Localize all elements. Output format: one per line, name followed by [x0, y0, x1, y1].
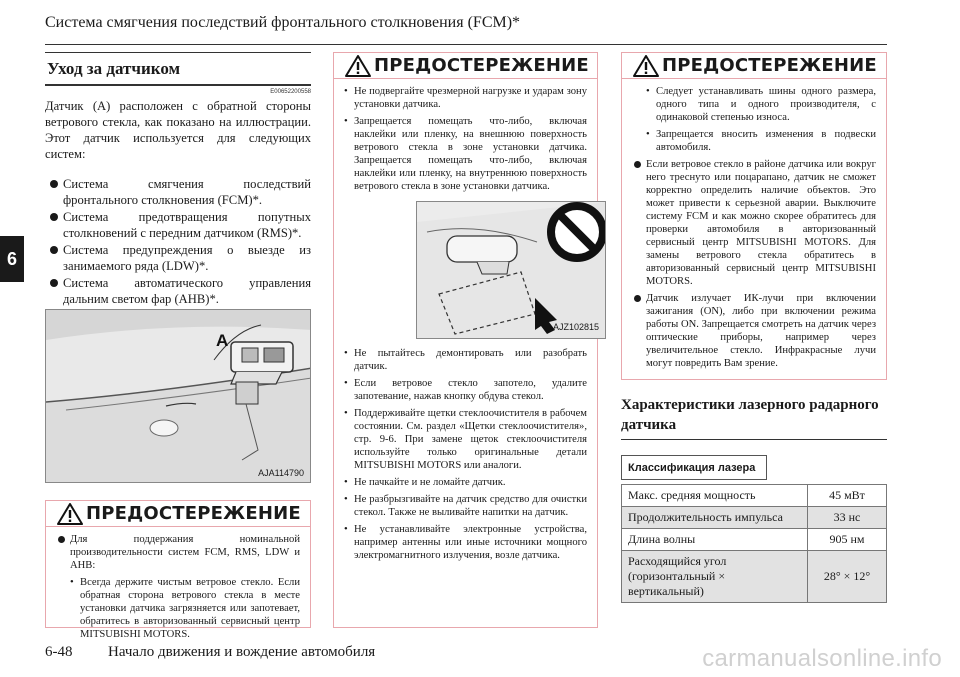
- header-rule: [45, 44, 887, 45]
- page-header-title: Система смягчения последствий фронтального столкновения (FCM)*: [45, 14, 521, 31]
- table-row: [622, 507, 887, 529]
- warning-item: Для поддержания номинальной производительности систем FCM, RMS, LDW и AHB:: [56, 533, 300, 572]
- table-row: [622, 529, 887, 551]
- sensor-location-illustration: [45, 309, 311, 483]
- page-number: 6-48: [45, 644, 73, 660]
- warning-title: ПРЕДОСТЕРЕЖЕНИЕ: [86, 503, 301, 524]
- warning-box-maintenance: [45, 500, 311, 640]
- warning-item: • Не подвергайте чрезмерной нагрузке и ударам зону установки датчика.: [344, 85, 587, 111]
- warning-subitem: • Запрещается вносить изменения в подвески автомобиля.: [646, 128, 876, 154]
- warning-header: [334, 53, 597, 79]
- warning-body: [622, 79, 886, 378]
- warning-header: [46, 501, 310, 527]
- callout-letter: A: [216, 331, 229, 350]
- warning-item: • Поддерживайте щетки стеклоочистителя в рабочем состоянии. См. раздел «Щетки стеклоочистителя», стр. 9-6. При замене щеток стеклоочистителя используйте только оригинальные детали MITSUBISHI MOTORS или аналоги.: [344, 407, 587, 472]
- laser-spec-table: [621, 484, 887, 603]
- list-item: Система смягчения последствий фронтального столкновения (FCM)*.: [45, 176, 311, 208]
- table-cell-value: 28° × 12°: [808, 551, 887, 603]
- warning-box-sensor: [333, 52, 598, 628]
- list-item: Система предупреждения о выезде из занимаемого ряда (LDW)*.: [45, 242, 311, 274]
- table-cell-key: Макс. средняя мощность: [622, 485, 808, 507]
- section-title: Уход за датчиком: [45, 52, 311, 86]
- laser-section-title: Характеристики лазерного радарного датчика: [621, 395, 887, 440]
- prohibited-sticker-drawing: [417, 202, 606, 339]
- list-item: Система автоматического управления дальним светом фар (AHB)*.: [45, 275, 311, 307]
- figure-code: AJA114790: [258, 468, 304, 478]
- warning-item: • Не разбрызгивайте на датчик средство для очистки стекол. Также не выливайте напитки на датчик.: [344, 493, 587, 519]
- footer-chapter-title: Начало движения и вождение автомобиля: [108, 644, 376, 660]
- list-item: Система предотвращения попутных столкновений с передним датчиком (RMS)*.: [45, 209, 311, 241]
- warning-triangle-icon: [56, 502, 84, 526]
- table-cell-value: 905 нм: [808, 529, 887, 551]
- systems-list: [45, 176, 311, 307]
- warning-item: • Не устанавливайте электронные устройства, например антенны или иные источники мощного электромагнитного излучения, возле датчика.: [344, 523, 587, 562]
- table-cell-key: Продолжительность импульса: [622, 507, 808, 529]
- warning-item: • Если ветровое стекло запотело, удалите запотевание, нажав кнопку обдува стекол.: [344, 377, 587, 403]
- table-cell-value: 33 нс: [808, 507, 887, 529]
- table-row: [622, 485, 887, 507]
- warning-item: • Не пытайтесь демонтировать или разобрать датчик.: [344, 347, 587, 373]
- warning-triangle-icon: [632, 54, 660, 78]
- warning-box-tires-windshield: [621, 52, 887, 380]
- warning-subitem: • Всегда держите чистым ветровое стекло. Если обратная сторона ветрового стекла в месте установки датчика загрязняется или запотевает, обратитесь в авторизованный сервисный центр MITSUBISHI MOTORS.: [70, 576, 300, 641]
- figure-code: AJZ102815: [552, 322, 599, 332]
- warning-triangle-icon: [344, 54, 372, 78]
- table-row: [622, 551, 887, 603]
- table-cell-key: Длина волны: [622, 529, 808, 551]
- section-sensor-care: [45, 52, 311, 308]
- windshield-sensor-drawing: [46, 310, 311, 483]
- section-intro: Датчик (A) расположен с обратной стороны ветрового стекла, как показано на иллюстрации. Этот датчик используется для следующих систем:: [45, 99, 311, 161]
- laser-classification-label: Классификация лазера: [621, 455, 767, 480]
- table-cell-key: Расходящийся угол (горизонтальный × вертикальный): [622, 551, 808, 603]
- warning-body: [334, 79, 597, 570]
- chapter-tab: 6: [0, 236, 24, 282]
- section-code: E00652200558: [270, 89, 311, 95]
- warning-title: ПРЕДОСТЕРЕЖЕНИЕ: [374, 55, 589, 76]
- warning-title: ПРЕДОСТЕРЕЖЕНИЕ: [662, 55, 877, 76]
- warning-item: Датчик излучает ИК-лучи при включении зажигания (ON), либо при включении режима работы ON. Запрещается смотреть на датчик через оптические приборы, например через увеличительное стекло. Инфракрасные лучи могут повредить Вам зрение.: [632, 292, 876, 370]
- watermark: carmanualsonline.info: [702, 645, 942, 672]
- no-stickers-illustration: [416, 201, 606, 339]
- warning-header: [622, 53, 886, 79]
- warning-subitem: • Следует устанавливать шины одного размера, одного типа и одного производителя, с одинаковой степенью износа.: [646, 85, 876, 124]
- warning-item: • Не пачкайте и не ломайте датчик.: [344, 476, 587, 489]
- warning-item: Если ветровое стекло в районе датчика или вокруг него треснуто или поцарапано, датчик не сможет корректно определить наличие объектов. Это может привести к серьезной аварии. Выключите систему FCM и как можно скорее обратитесь для проверки автомобиля в авторизованный сервисный центр MITSUBISHI MOTORS. Для замены ветрового стекла обратитесь в авторизованный сервисный центр MITSUBISHI MOTORS.: [632, 158, 876, 288]
- table-cell-value: 45 мВт: [808, 485, 887, 507]
- warning-item: • Запрещается помещать что-либо, включая наклейки или пленку, на внешнюю поверхность ветрового стекла в зоне установки датчика. Запрещается помещать что-либо, включая наклейки или пленку, на внутреннюю поверхность ветрового стекла в зоне установки датчика.: [344, 115, 587, 193]
- warning-body: [46, 527, 310, 649]
